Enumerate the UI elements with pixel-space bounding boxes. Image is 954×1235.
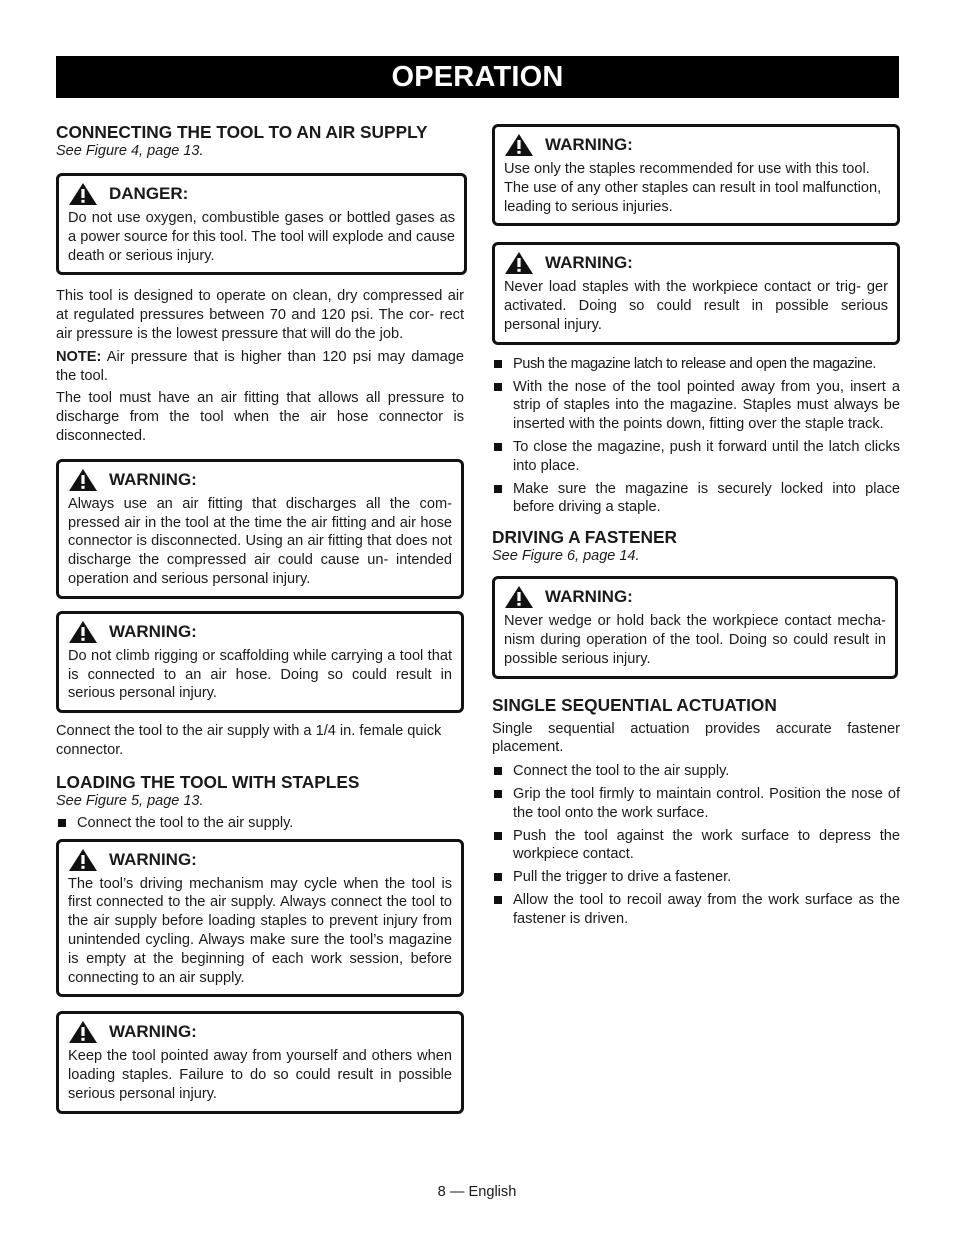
note-paragraph — [56, 348, 464, 386]
bullet-square-icon — [494, 896, 502, 904]
section-banner: OPERATION — [56, 56, 899, 98]
loading-steps-list — [492, 355, 900, 517]
warning-text: Never wedge or hold back the workpiece contact mecha- nism during operation of the tool. Doing so could result in possible serious injury. — [504, 613, 886, 667]
warning-text: Use only the staples recommended for use with this tool. The use of any other staples can result in tool malfunction, leading to serious injuries. — [504, 161, 882, 215]
bullet-square-icon — [494, 485, 502, 493]
paragraph: Single sequential actuation provides accurate fastener placement. — [492, 720, 900, 756]
list-item — [492, 378, 900, 434]
warning-title: WARNING: — [109, 1022, 197, 1042]
bullet-square-icon — [494, 383, 502, 391]
warning-text: Always use an air fitting that discharges all the com- pressed air in the tool at the time the air fitting and air hose connector is disconnected. Using an air fitting that does not discharge the compressed air could cause un- intended operation and serious personal injury. — [68, 495, 452, 587]
right-column — [492, 124, 900, 933]
warning-box — [56, 611, 464, 713]
paragraph: This tool is designed to operate on clean, dry compressed air at regulated pressures between 70 and 120 psi. The cor- rect air pressure is the lowest pressure that will do the job. — [56, 288, 464, 342]
list-item-text: Allow the tool to recoil away from the work surface as the fastener is driven. — [513, 891, 900, 927]
list-item — [56, 814, 464, 833]
warning-title: WARNING: — [109, 849, 197, 869]
warning-triangle-icon — [68, 848, 98, 872]
figure-reference: See Figure 5, page 13. — [56, 792, 204, 809]
section-title-connecting: CONNECTING THE TOOL TO AN AIR SUPPLY — [56, 122, 428, 142]
section-title-driving: DRIVING A FASTENER — [492, 527, 677, 548]
warning-text: Keep the tool pointed away from yourself and others when loading staples. Failure to do so could result in possible serious personal injury. — [68, 1048, 452, 1102]
warning-text: Never load staples with the workpiece contact or trig- ger activated. Doing so could result in possible serious personal injury. — [504, 279, 888, 333]
warning-box — [492, 576, 898, 678]
bullet-square-icon — [58, 819, 66, 827]
warning-title: WARNING: — [109, 621, 197, 641]
list-item-text: Push the tool against the work surface to depress the workpiece contact. — [513, 827, 900, 863]
warning-title: WARNING: — [545, 587, 633, 607]
list-item — [492, 762, 900, 781]
warning-triangle-icon — [504, 133, 534, 157]
figure-reference: See Figure 6, page 14. — [492, 548, 640, 565]
list-item — [492, 785, 900, 823]
section-title-loading: LOADING THE TOOL WITH STAPLES — [56, 771, 360, 792]
warning-triangle-icon — [504, 585, 534, 609]
list-item — [492, 480, 900, 518]
warning-triangle-icon — [68, 620, 98, 644]
list-item-text: Make sure the magazine is securely locked into place before driving a staple. — [513, 480, 900, 516]
bullet-square-icon — [494, 873, 502, 881]
warning-text: The tool’s driving mechanism may cycle when the tool is first connected to the air supply. Always connect the tool to the air supply before loading staples to prevent injury from unintended cycling. Always make sure the tool’s magazine is empty at the beginning of each work session, before connecting to an air supply. — [68, 875, 452, 986]
danger-box — [56, 173, 467, 275]
danger-text: Do not use oxygen, combustible gases or bottled gases as a power source for this tool. The tool will explode and cause death or serious injury. — [68, 210, 455, 264]
note-label: NOTE: — [56, 348, 102, 365]
bullet-square-icon — [494, 790, 502, 798]
warning-text: Do not climb rigging or scaffolding while carrying a tool that is connected to an air hose. Doing so could result in serious personal injury. — [68, 647, 452, 702]
left-column — [56, 122, 464, 1114]
warning-box — [56, 1011, 464, 1113]
list-item — [492, 891, 900, 929]
bullet-square-icon — [494, 767, 502, 775]
list-item-text: With the nose of the tool pointed away from you, insert a strip of staples into the magazine. Staples must always be inserted with the points down, fitting over the staple track. — [513, 378, 900, 433]
bullet-list — [56, 814, 464, 833]
warning-title: WARNING: — [545, 135, 633, 154]
section-title-single-sequential: SINGLE SEQUENTIAL ACTUATION — [492, 694, 777, 715]
bullet-square-icon — [494, 832, 502, 840]
warning-triangle-icon — [504, 251, 534, 275]
list-item-text: Grip the tool firmly to maintain control. Position the nose of the tool onto the work surface. — [513, 785, 900, 821]
list-item-text: Connect the tool to the air supply. — [513, 763, 730, 780]
list-item-text: Push the magazine latch to release and open the magazine. — [513, 355, 876, 372]
paragraph: Connect the tool to the air supply with a 1/4 in. female quick connector. — [56, 723, 442, 758]
note-text: Air pressure that is higher than 120 psi may damage the tool. — [56, 348, 464, 384]
actuation-steps-list — [492, 762, 900, 928]
page-footer: 8 — English — [437, 1184, 517, 1200]
warning-box — [56, 839, 464, 998]
list-item — [492, 827, 900, 865]
bullet-square-icon — [494, 443, 502, 451]
warning-triangle-icon — [68, 182, 98, 206]
list-item — [492, 438, 900, 476]
list-item-text: Connect the tool to the air supply. — [77, 814, 294, 831]
warning-triangle-icon — [68, 468, 98, 492]
danger-title: DANGER: — [109, 184, 189, 203]
bullet-square-icon — [494, 360, 502, 368]
warning-box — [56, 459, 464, 599]
list-item-text: Pull the trigger to drive a fastener. — [513, 869, 732, 886]
figure-reference: See Figure 4, page 13. — [56, 143, 204, 159]
list-item — [492, 868, 900, 887]
warning-box — [492, 124, 900, 226]
warning-box — [492, 242, 900, 344]
warning-title: WARNING: — [109, 469, 197, 489]
list-item-text: To close the magazine, push it forward until the latch clicks into place. — [513, 438, 900, 474]
warning-title: WARNING: — [545, 253, 633, 273]
warning-triangle-icon — [68, 1020, 98, 1044]
paragraph: The tool must have an air fitting that allows all pressure to discharge from the tool when the air hose connector is disconnected. — [56, 390, 464, 444]
list-item — [492, 355, 900, 374]
